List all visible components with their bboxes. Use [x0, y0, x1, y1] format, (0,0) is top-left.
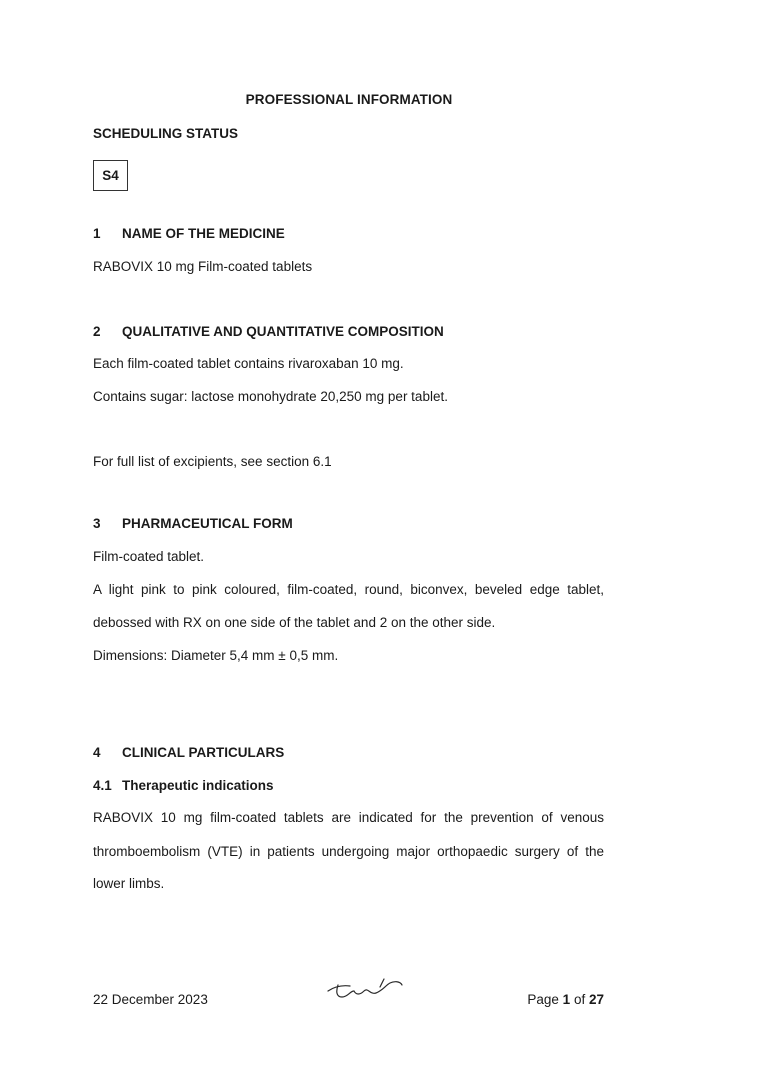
section-1-title: NAME OF THE MEDICINE — [122, 226, 285, 241]
subsection-4-1-text-3: lower limbs. — [93, 876, 165, 891]
footer-date: 22 December 2023 — [93, 992, 208, 1007]
subsection-4-1-text-2: thromboembolism (VTE) in patients undergoing major orthopaedic surgery of the — [93, 844, 604, 859]
section-4-title: CLINICAL PARTICULARS — [122, 745, 285, 760]
section-2-text-2: Contains sugar: lactose monohydrate 20,250 mg per tablet. — [93, 389, 448, 404]
footer-page-number — [527, 992, 604, 1007]
section-2-text-1: Each film-coated tablet contains rivaroxaban 10 mg. — [93, 356, 404, 371]
subsection-4-1-text-1: RABOVIX 10 mg film-coated tablets are indicated for the prevention of venous — [93, 810, 604, 825]
section-1-text: RABOVIX 10 mg Film-coated tablets — [93, 259, 313, 274]
subsection-4-1-number: 4.1 — [93, 778, 112, 793]
section-3-text-3: debossed with RX on one side of the tablet and 2 on the other side. — [93, 615, 496, 630]
section-1-number: 1 — [93, 226, 101, 241]
scheduling-status-box — [93, 160, 128, 191]
section-4-number: 4 — [93, 745, 101, 760]
section-3-text-2: A light pink to pink coloured, film-coated, round, biconvex, beveled edge tablet, — [93, 582, 604, 597]
footer-page-total: 27 — [588, 992, 604, 1007]
scheduling-status-heading: SCHEDULING STATUS — [93, 126, 238, 141]
section-2-number: 2 — [93, 324, 101, 339]
footer-page-current: 1 — [562, 992, 571, 1007]
section-3-text-4: Dimensions: Diameter 5,4 mm ± 0,5 mm. — [93, 648, 339, 663]
document-title: PROFESSIONAL INFORMATION — [245, 92, 453, 107]
signature-mark — [324, 975, 406, 1001]
section-3-title: PHARMACEUTICAL FORM — [122, 516, 293, 531]
footer-page-of: of — [573, 992, 586, 1007]
section-2-text-3: For full list of excipients, see section 6.1 — [93, 454, 332, 469]
section-3-number: 3 — [93, 516, 101, 531]
subsection-4-1-title: Therapeutic indications — [122, 778, 274, 793]
footer-page-prefix: Page — [527, 992, 559, 1007]
scheduling-status-value: S4 — [102, 168, 119, 183]
section-3-text-1: Film-coated tablet. — [93, 549, 205, 564]
section-2-title: QUALITATIVE AND QUANTITATIVE COMPOSITION — [122, 324, 444, 339]
